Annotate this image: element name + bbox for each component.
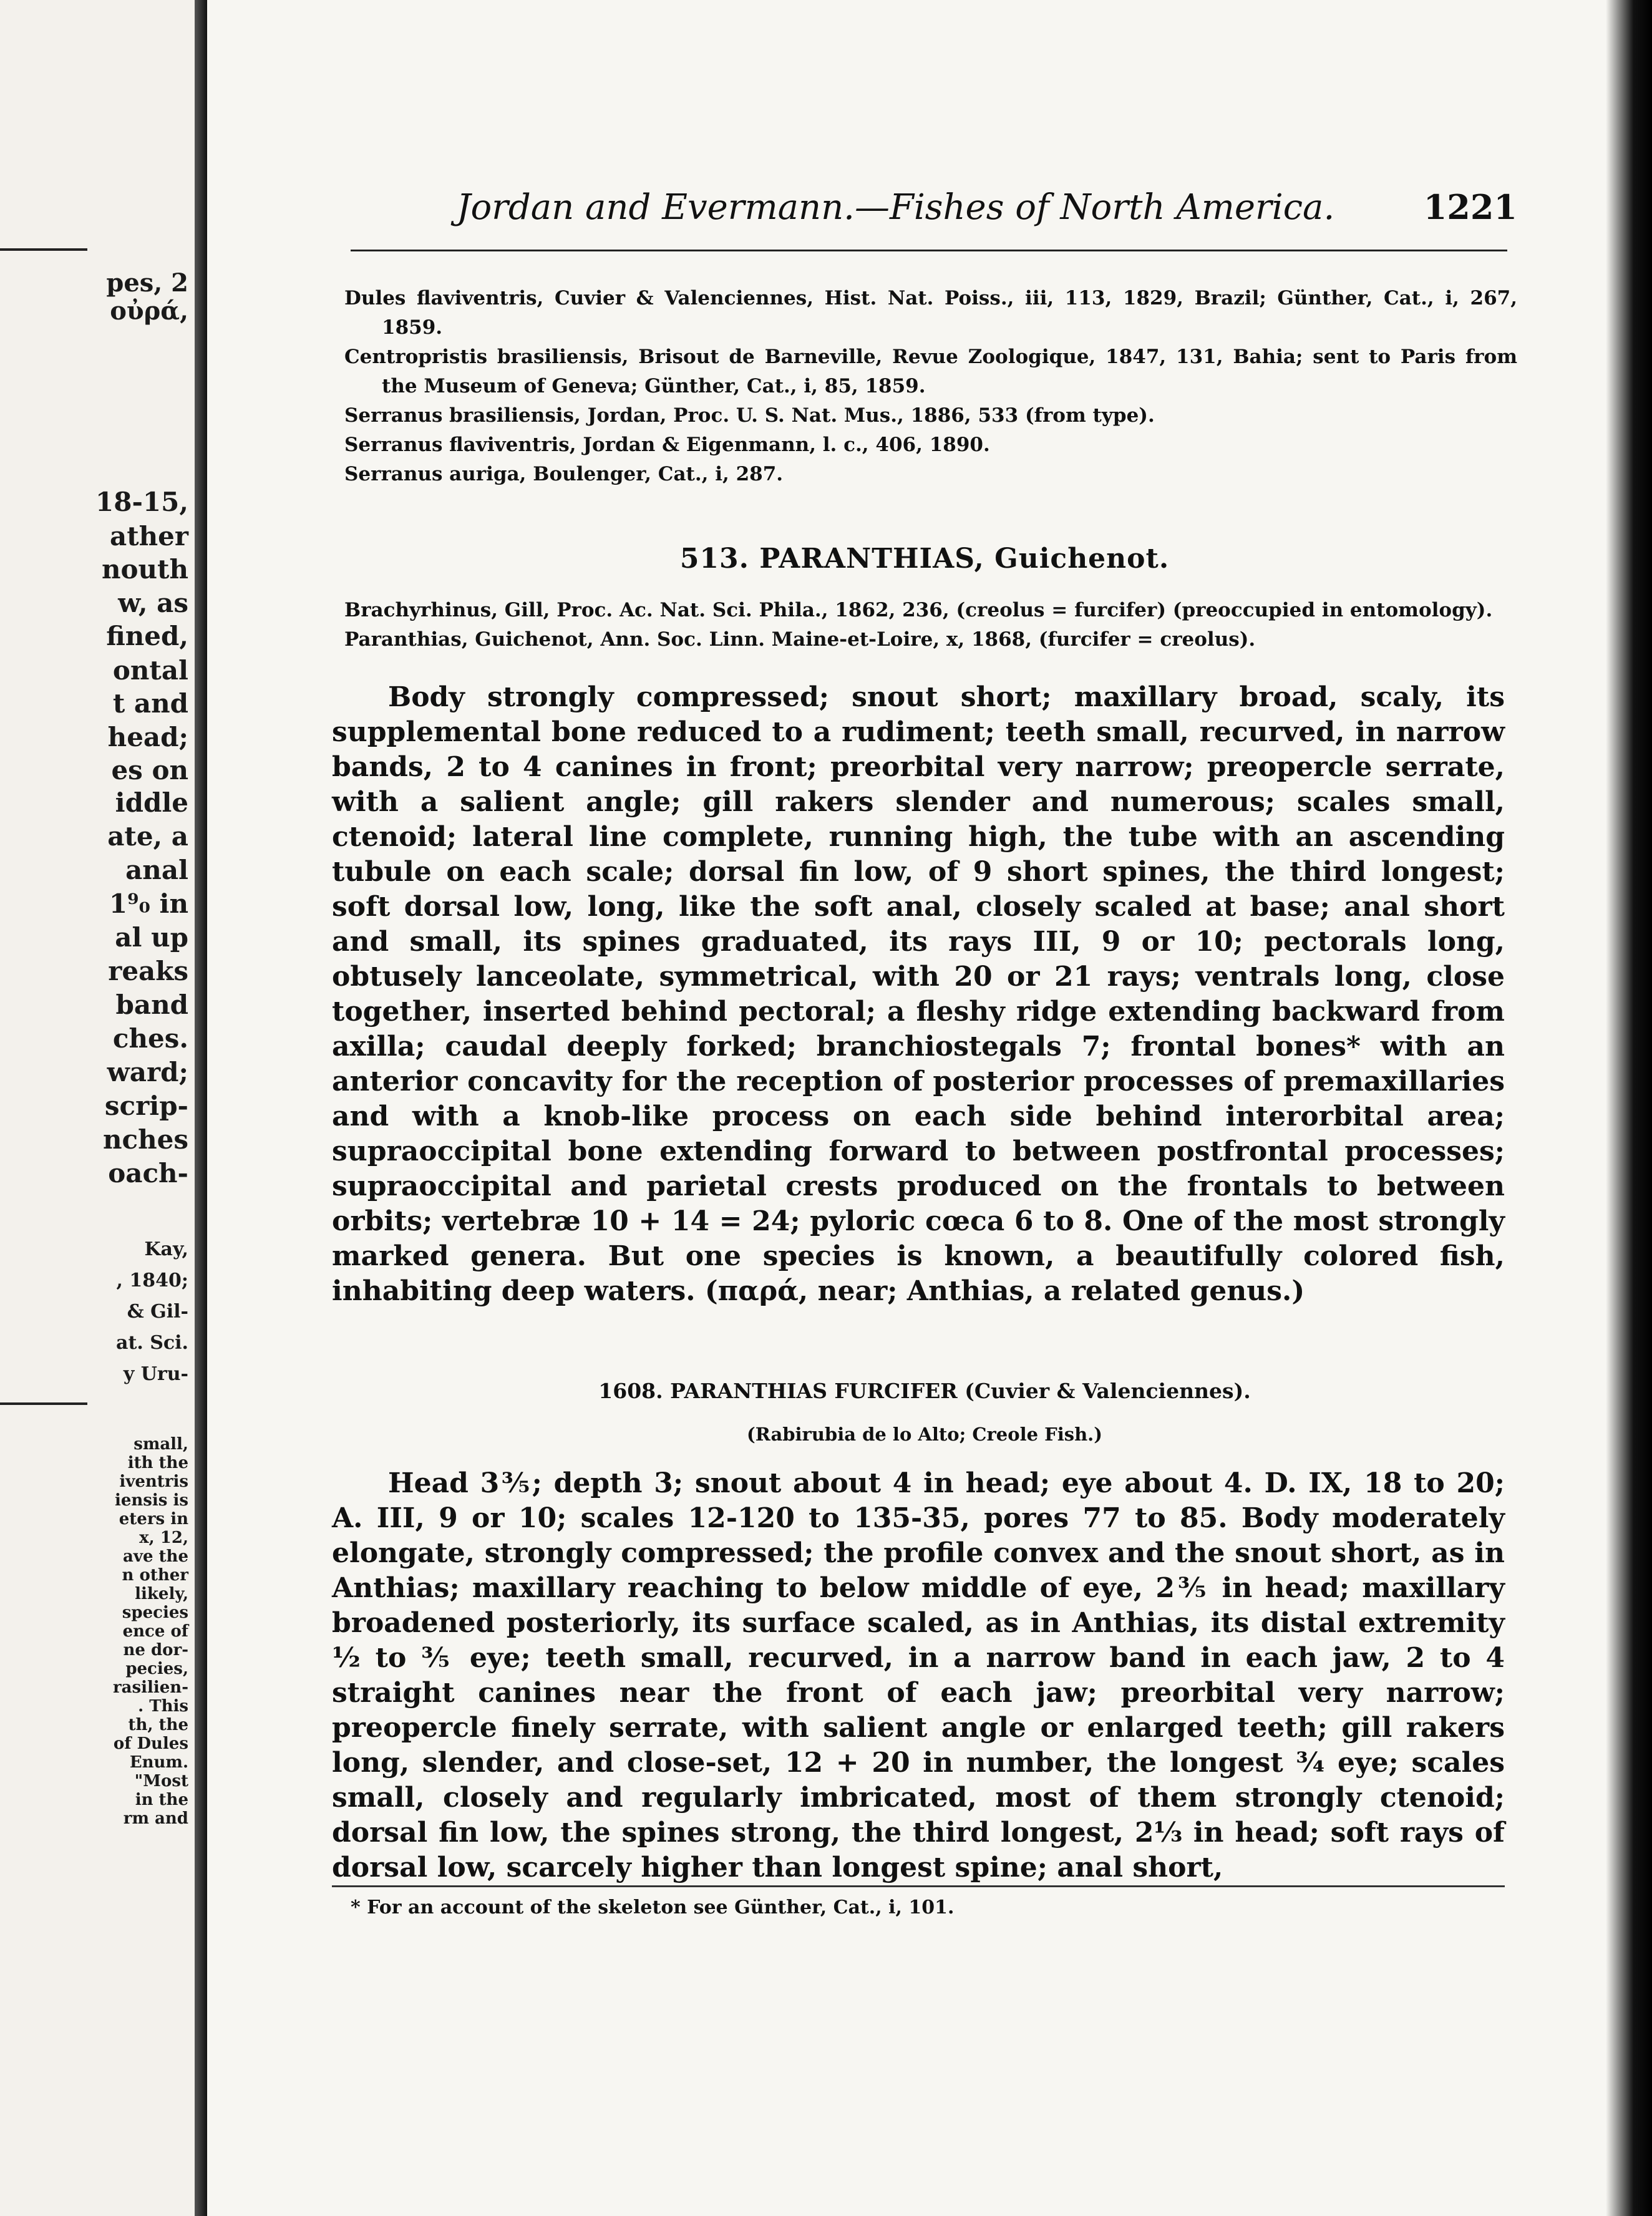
facing-page-line: oach- [108, 1158, 188, 1188]
facing-page-fragment [0, 0, 195, 2216]
facing-page-line: . This [138, 1697, 188, 1716]
genus-synonymy [344, 596, 1517, 654]
species-heading: 1608. PARANTHIAS FURCIFER (Cuvier & Valenciennes). [598, 1379, 1251, 1403]
facing-page-line: es on [111, 755, 188, 785]
facing-page-line: n other [122, 1566, 188, 1585]
genus-description [332, 680, 1505, 1309]
facing-page-line: species [122, 1603, 188, 1622]
facing-page-line: fined, [106, 621, 188, 651]
facing-page-line: "Most [134, 1772, 188, 1791]
facing-page-line: ne dor- [123, 1641, 188, 1660]
facing-page-line: ather [110, 521, 188, 552]
facing-page-line: pecies, [125, 1660, 188, 1678]
facing-page-line: likely, [135, 1585, 188, 1603]
facing-page-line: t and [112, 688, 188, 719]
facing-page-line: x, 12, [139, 1528, 188, 1547]
facing-page-line: nouth [101, 554, 188, 585]
facing-page-line: eters in [119, 1510, 188, 1528]
facing-page-line: οὐρά, [110, 296, 188, 326]
facing-page-line: nches [102, 1124, 188, 1155]
synonymy-entry: Brachyrhinus, Gill, Proc. Ac. Nat. Sci. Phila., 1862, 236, (creolus = furcifer) (preoccupied in entomology). [344, 599, 1493, 621]
facing-page-line: ave the [122, 1547, 188, 1566]
facing-page-line: band [115, 989, 188, 1020]
species-common-names: (Rabirubia de lo Alto; Creole Fish.) [746, 1424, 1102, 1445]
facing-page-line: ward; [107, 1057, 188, 1087]
facing-page-rule [0, 1402, 87, 1405]
synonymy-entry: Dules flaviventris, Cuvier & Valenciennes, Hist. Nat. Poiss., iii, 113, 1829, Brazil; Günther, Cat., i, 267, 1859. [344, 287, 1517, 339]
header-rule [351, 250, 1507, 251]
facing-page-line: small, [134, 1435, 188, 1454]
facing-page-line: 1⁹₀ in [109, 888, 188, 919]
species-description [332, 1466, 1505, 1885]
facing-page-line: iddle [115, 787, 188, 818]
facing-page-line: 18-15, [95, 487, 188, 517]
synonymy-entry: Serranus brasiliensis, Jordan, Proc. U. S. Nat. Mus., 1886, 533 (from type). [344, 404, 1155, 427]
facing-page-line: y Uru- [123, 1363, 188, 1385]
facing-page-line: head; [107, 722, 188, 752]
facing-page-line: ches. [112, 1023, 188, 1054]
page-gutter [195, 0, 207, 2216]
facing-page-line: rasilien- [112, 1678, 188, 1697]
genus-heading: 513. PARANTHIAS, Guichenot. [679, 543, 1170, 575]
facing-page-line: scrip- [104, 1091, 188, 1121]
facing-page-line: iventris [119, 1472, 188, 1491]
facing-page-rule [0, 248, 87, 251]
facing-page-line: Kay, [144, 1238, 188, 1260]
facing-page-line: & Gil- [127, 1301, 188, 1323]
main-page [207, 0, 1652, 2216]
facing-page-line: in the [135, 1791, 188, 1809]
facing-page-line: w, as [118, 588, 188, 618]
facing-page-line: anal [125, 855, 188, 885]
facing-page-line: th, the [128, 1716, 188, 1734]
footnote-rule [332, 1885, 1505, 1887]
top-synonymy [344, 284, 1517, 489]
facing-page-line: Enum. [129, 1753, 188, 1772]
genus-description-text: Body strongly compressed; snout short; maxillary broad, scaly, its supplemental bone reduced to a rudiment; teeth small, recurved, in narrow bands, 2 to 4 canines in front; preorbital very narrow; preopercle serrate, with a salient angle; gill rakers slender and numerous; scales small, ctenoid; lateral line complete, running high, the tube with an ascending tubule on each scale; dorsal fin low, of 9 short spines, the third longest; soft dorsal low, long, like the soft anal, closely scaled at base; anal short and small, its spines graduated, its rays III, 9 or 10; pectorals long, obtusely lanceolate, symmetrical, with 20 or 21 rays; ventrals long, close together, inserted behind pectoral; a fleshy ridge extending backward from axilla; caudal deeply forked; branchiostegals 7; frontal bones* with an anterior concavity for the reception of posterior processes of premaxillaries and with a knob-like process on each side behind interorbital area; supraoccipital bone extending forward to between postfrontal processes; supraoccipital and parietal crests produced on the frontals to between orbits; vertebræ 10 + 14 = 24; pyloric cœca 6 to 8. One of the most strongly marked genera. But one species is known, a beautifully colored fish, inhabiting deep waters. (παρά, near; Anthias, a related genus.) [332, 681, 1505, 1307]
species-description-text: Head 3⅗; depth 3; snout about 4 in head; eye about 4. D. IX, 18 to 20; A. III, 9 or 10; scales 12-120 to 135-35, pores 77 to 85. Body moderately elongate, strongly compressed; the profile convex and the snout short, as in Anthias; maxillary reaching to below middle of eye, 2⅗ in head; maxillary broadened posteriorly, its surface scaled, as in Anthias, its distal extremity ½ to ⅗ eye; teeth small, recurved, in a narrow band in each jaw, 2 to 4 straight canines near the front of each jaw; preorbital very narrow; preopercle finely serrate, with salient angle or enlarged teeth; gill rakers long, slender, and close-set, 12 + 20 in number, the longest ¾ eye; scales small, closely and regularly imbricated, most of them strongly ctenoid; dorsal fin low, the spines strong, the third longest, 2⅓ in head; soft rays of dorsal low, scarcely higher than longest spine; anal short, [332, 1467, 1505, 1883]
facing-page-line: ontal [112, 655, 188, 686]
page-edge-shadow [1606, 0, 1652, 2216]
running-title: Jordan and Evermann.—Fishes of North America. [457, 187, 1335, 228]
facing-page-line: rm and [123, 1809, 188, 1828]
facing-page-line: ith the [127, 1454, 188, 1472]
facing-page-line: of Dules [113, 1734, 188, 1753]
page-number: 1221 [1423, 187, 1517, 227]
facing-page-line: iensis is [114, 1491, 188, 1510]
facing-page-line: ate, a [107, 821, 188, 852]
synonymy-entry: Centropristis brasiliensis, Brisout de Barneville, Revue Zoologique, 1847, 131, Bahia; sent to Paris from the Museum of Geneva; Günther, Cat., i, 85, 1859. [344, 346, 1517, 397]
facing-page-line: al up [115, 922, 188, 953]
facing-page-line: pes, 2 [106, 268, 188, 298]
facing-page-line: ence of [122, 1622, 188, 1641]
synonymy-entry: Paranthias, Guichenot, Ann. Soc. Linn. Maine-et-Loire, x, 1868, (furcifer = creolus). [344, 628, 1256, 651]
facing-page-line: , 1840; [116, 1270, 188, 1291]
facing-page-line: at. Sci. [116, 1332, 188, 1354]
footnote: * For an account of the skeleton see Günther, Cat., i, 101. [351, 1897, 955, 1918]
synonymy-entry: Serranus flaviventris, Jordan & Eigenmann, l. c., 406, 1890. [344, 434, 990, 456]
synonymy-entry: Serranus auriga, Boulenger, Cat., i, 287. [344, 463, 784, 485]
facing-page-line: reaks [108, 956, 188, 986]
